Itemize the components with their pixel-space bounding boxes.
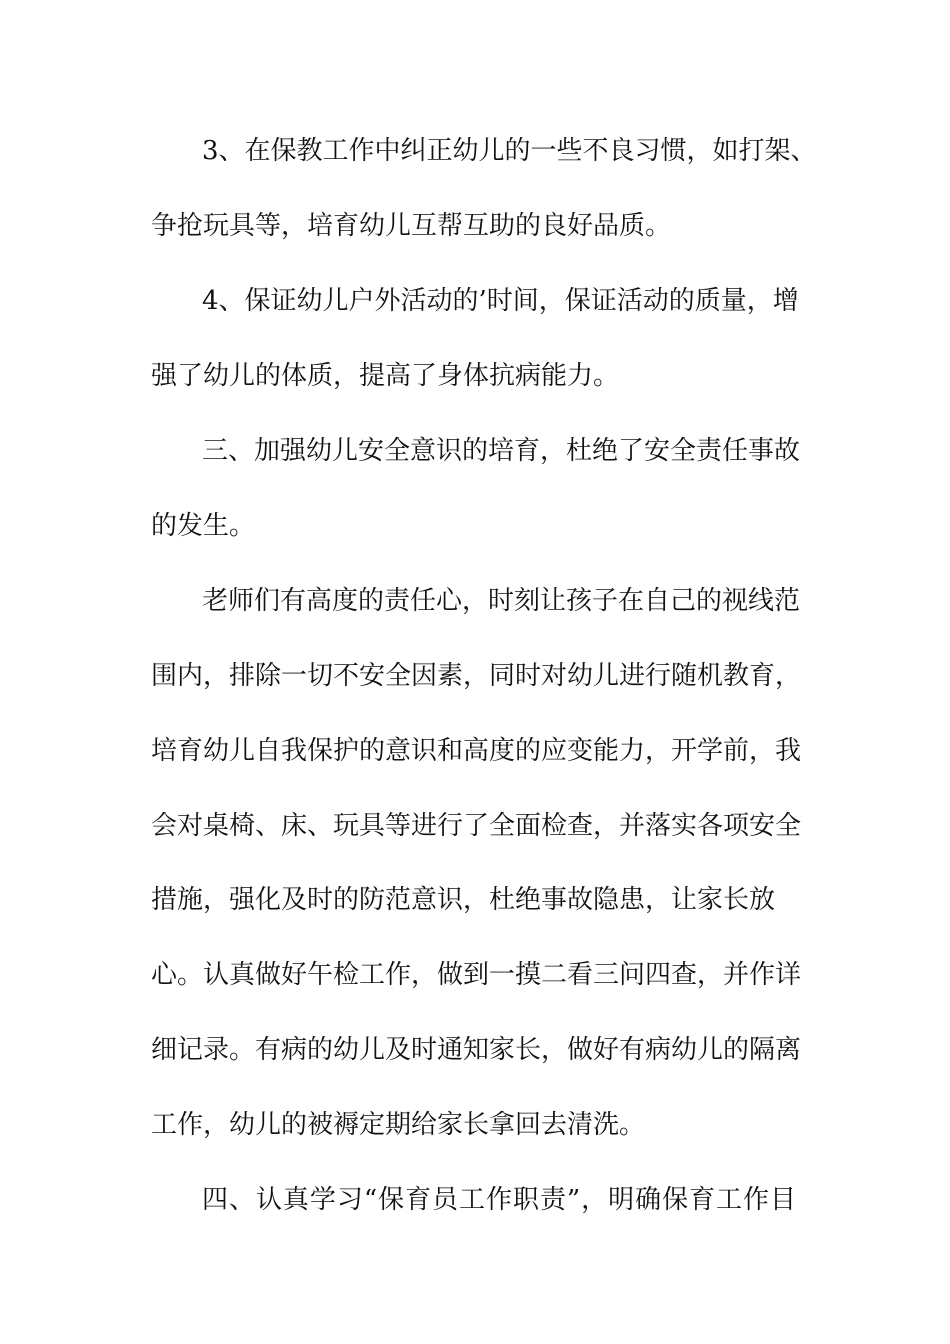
text-line-3: 4、保证幼儿户外活动的’时间，保证活动的质量，增 bbox=[202, 286, 799, 316]
text-line-13: 细记录。有病的幼儿及时通知家长，做好有病幼儿的隔离 bbox=[151, 1035, 802, 1065]
text-line-15: 四、认真学习“保育员工作职责”，明确保育工作目 bbox=[202, 1185, 796, 1215]
text-line-1: 3、在保教工作中纠正幼儿的一些不良习惯，如打架、 bbox=[202, 136, 817, 166]
text-line-14: 工作，幼儿的被褥定期给家长拿回去清洗。 bbox=[151, 1110, 646, 1140]
text-line-5: 三、加强幼儿安全意识的培育，杜绝了安全责任事故 bbox=[202, 436, 801, 466]
text-line-9: 培育幼儿自我保护的意识和高度的应变能力，开学前，我 bbox=[151, 736, 802, 766]
text-line-2: 争抢玩具等，培育幼儿互帮互助的良好品质。 bbox=[151, 211, 672, 241]
text-line-4: 强了幼儿的体质，提高了身体抗病能力。 bbox=[151, 361, 620, 391]
text-line-8: 围内，排除一切不安全因素，同时对幼儿进行随机教育， bbox=[151, 661, 802, 691]
text-line-6: 的发生。 bbox=[151, 511, 256, 541]
text-line-11: 措施，强化及时的防范意识，杜绝事故隐患，让家长放 bbox=[151, 885, 776, 915]
text-line-10: 会对桌椅、床、玩具等进行了全面检查，并落实各项安全 bbox=[151, 811, 802, 841]
text-line-12: 心。认真做好午检工作，做到一摸二看三问四查，并作详 bbox=[151, 960, 802, 990]
text-line-7: 老师们有高度的责任心，时刻让孩子在自己的视线范 bbox=[202, 586, 801, 616]
